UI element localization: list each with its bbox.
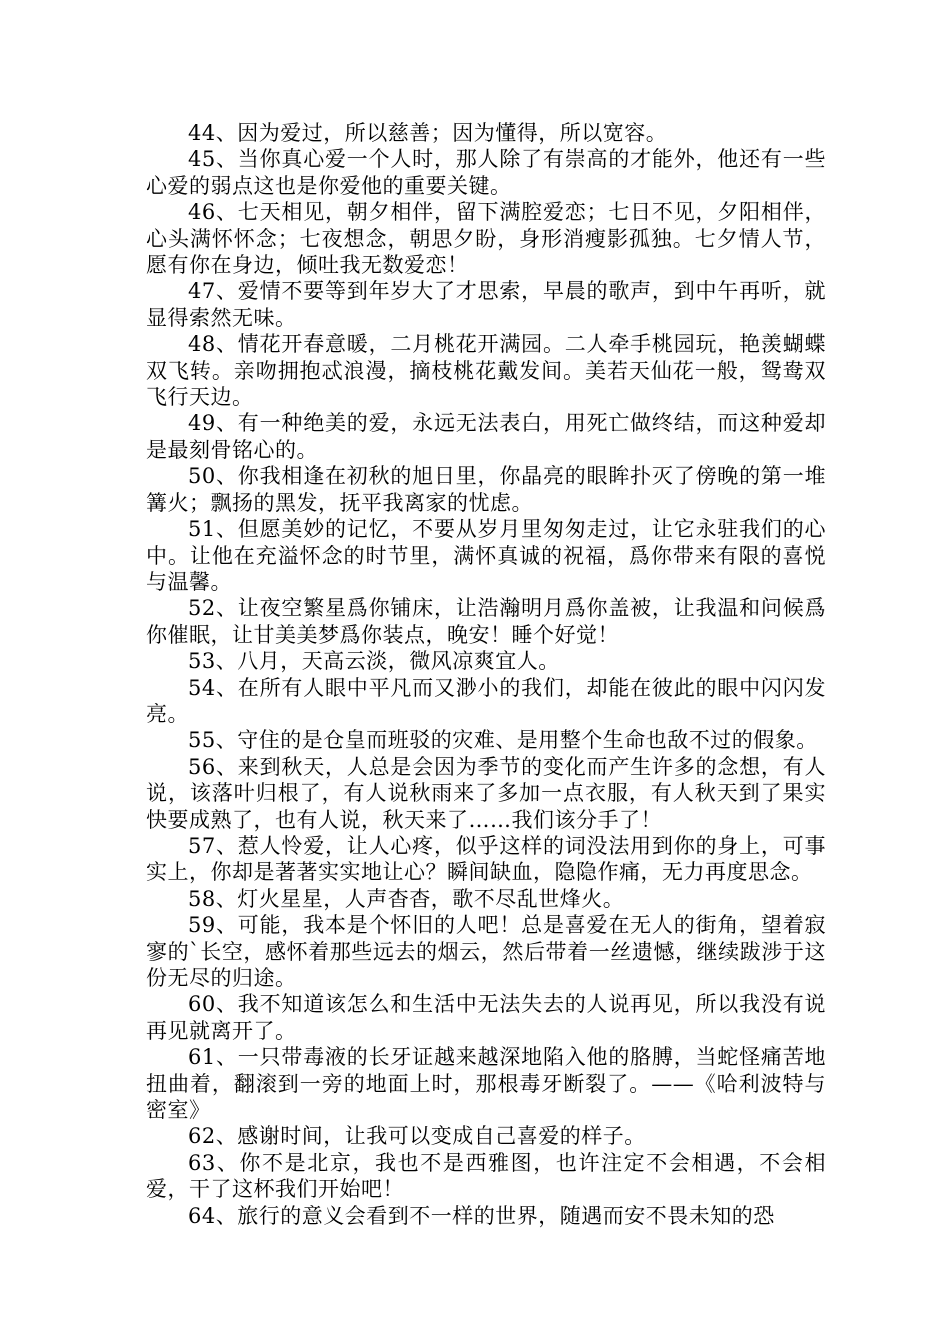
paragraph-50: 50、你我相逢在初秋的旭日里，你晶亮的眼眸扑灭了傍晚的第一堆篝火；飘扬的黑发，抚平我离家的忧虑。	[146, 464, 826, 515]
paragraph-44: 44、因为爱过，所以慈善；因为懂得，所以宽容。	[188, 121, 668, 145]
paragraph-59: 59、可能，我本是个怀旧的人吧！总是喜爱在无人的街角，望着寂寥的`长空，感怀着那些远去的烟云，然后带着一丝遗憾，继续跋涉于这份无尽的归途。	[146, 913, 826, 990]
paragraph-53: 53、八月，天高云淡，微风凉爽宜人。	[188, 649, 560, 674]
document-body	[146, 120, 826, 1229]
paragraph-63: 63、你不是北京，我也不是西雅图，也许注定不会相遇，不会相爱，干了这杯我们开始吧！	[146, 1150, 826, 1202]
paragraph-49: 49、有一种绝美的爱，永远无法表白，用死亡做终结，而这种爱却是最刻骨铭心的。	[146, 411, 826, 462]
paragraph-64: 64、旅行的意义会看到不一样的世界，随遇而安不畏未知的恐	[188, 1203, 775, 1228]
paragraph-57: 57、惹人怜爱，让人心疼，似乎这样的词没法用到你的身上，可事实上，你却是著著实实地让心？瞬间缺血，隐隐作痛，无力再度思念。	[146, 833, 826, 885]
paragraph-54: 54、在所有人眼中平凡而又渺小的我们，却能在彼此的眼中闪闪发亮。	[146, 675, 826, 726]
paragraph-58: 58、灯火星星，人声杳杳，歌不尽乱世烽火。	[188, 886, 625, 911]
paragraph-56: 56、来到秋天，人总是会因为季节的变化而产生许多的念想，有人说，该落叶归根了，有人说秋雨来了多加一点衣服，有人秋天到了果实快要成熟了，也有人说，秋天来了……我们该分手了！	[146, 754, 826, 832]
paragraph-48: 48、情花开春意暖，二月桃花开满园。二人牵手桃园玩，艳羡蝴蝶双飞转。亲吻拥抱忒浪漫，摘枝桃花戴发间。美若天仙花一般，鸳鸯双飞行天边。	[146, 332, 826, 410]
paragraph-45: 45、当你真心爱一个人时，那人除了有崇高的才能外，他还有一些心爱的弱点这也是你爱他的重要关键。	[146, 147, 826, 198]
paragraph-61: 61、一只带毒液的长牙证越来越深地陷入他的胳膊，当蛇怪痛苦地扭曲着，翻滚到一旁的地面上时，那根毒牙断裂了。——《哈利波特与密室》	[146, 1045, 826, 1123]
paragraph-46: 46、七天相见，朝夕相伴，留下满腔爱恋；七日不见，夕阳相伴，心头满怀怀念；七夜想念，朝思夕盼，身形消瘦影孤独。七夕情人节，愿有你在身边，倾吐我无数爱恋！	[146, 200, 826, 278]
paragraph-55: 55、守住的是仓皇而班驳的灾难、是用整个生命也敌不过的假象。	[188, 728, 818, 753]
paragraph-52: 52、让夜空繁星爲你铺床，让浩瀚明月爲你盖被，让我温和问候爲你催眠，让甘美美梦爲你装点，晚安！睡个好觉！	[146, 596, 826, 647]
paragraph-62: 62、感谢时间，让我可以变成自己喜爱的样子。	[188, 1124, 646, 1149]
paragraph-47: 47、爱情不要等到年岁大了才思索，早晨的歌声，到中午再听，就显得索然无味。	[146, 279, 826, 330]
paragraph-60: 60、我不知道该怎么和生活中无法失去的人说再见，所以我没有说再见就离开了。	[146, 992, 826, 1043]
paragraph-51: 51、但愿美妙的记忆，不要从岁月里匆匆走过，让它永驻我们的心中。让他在充溢怀念的时节里，满怀真诚的祝福，爲你带来有限的喜悦与温馨。	[146, 517, 826, 594]
